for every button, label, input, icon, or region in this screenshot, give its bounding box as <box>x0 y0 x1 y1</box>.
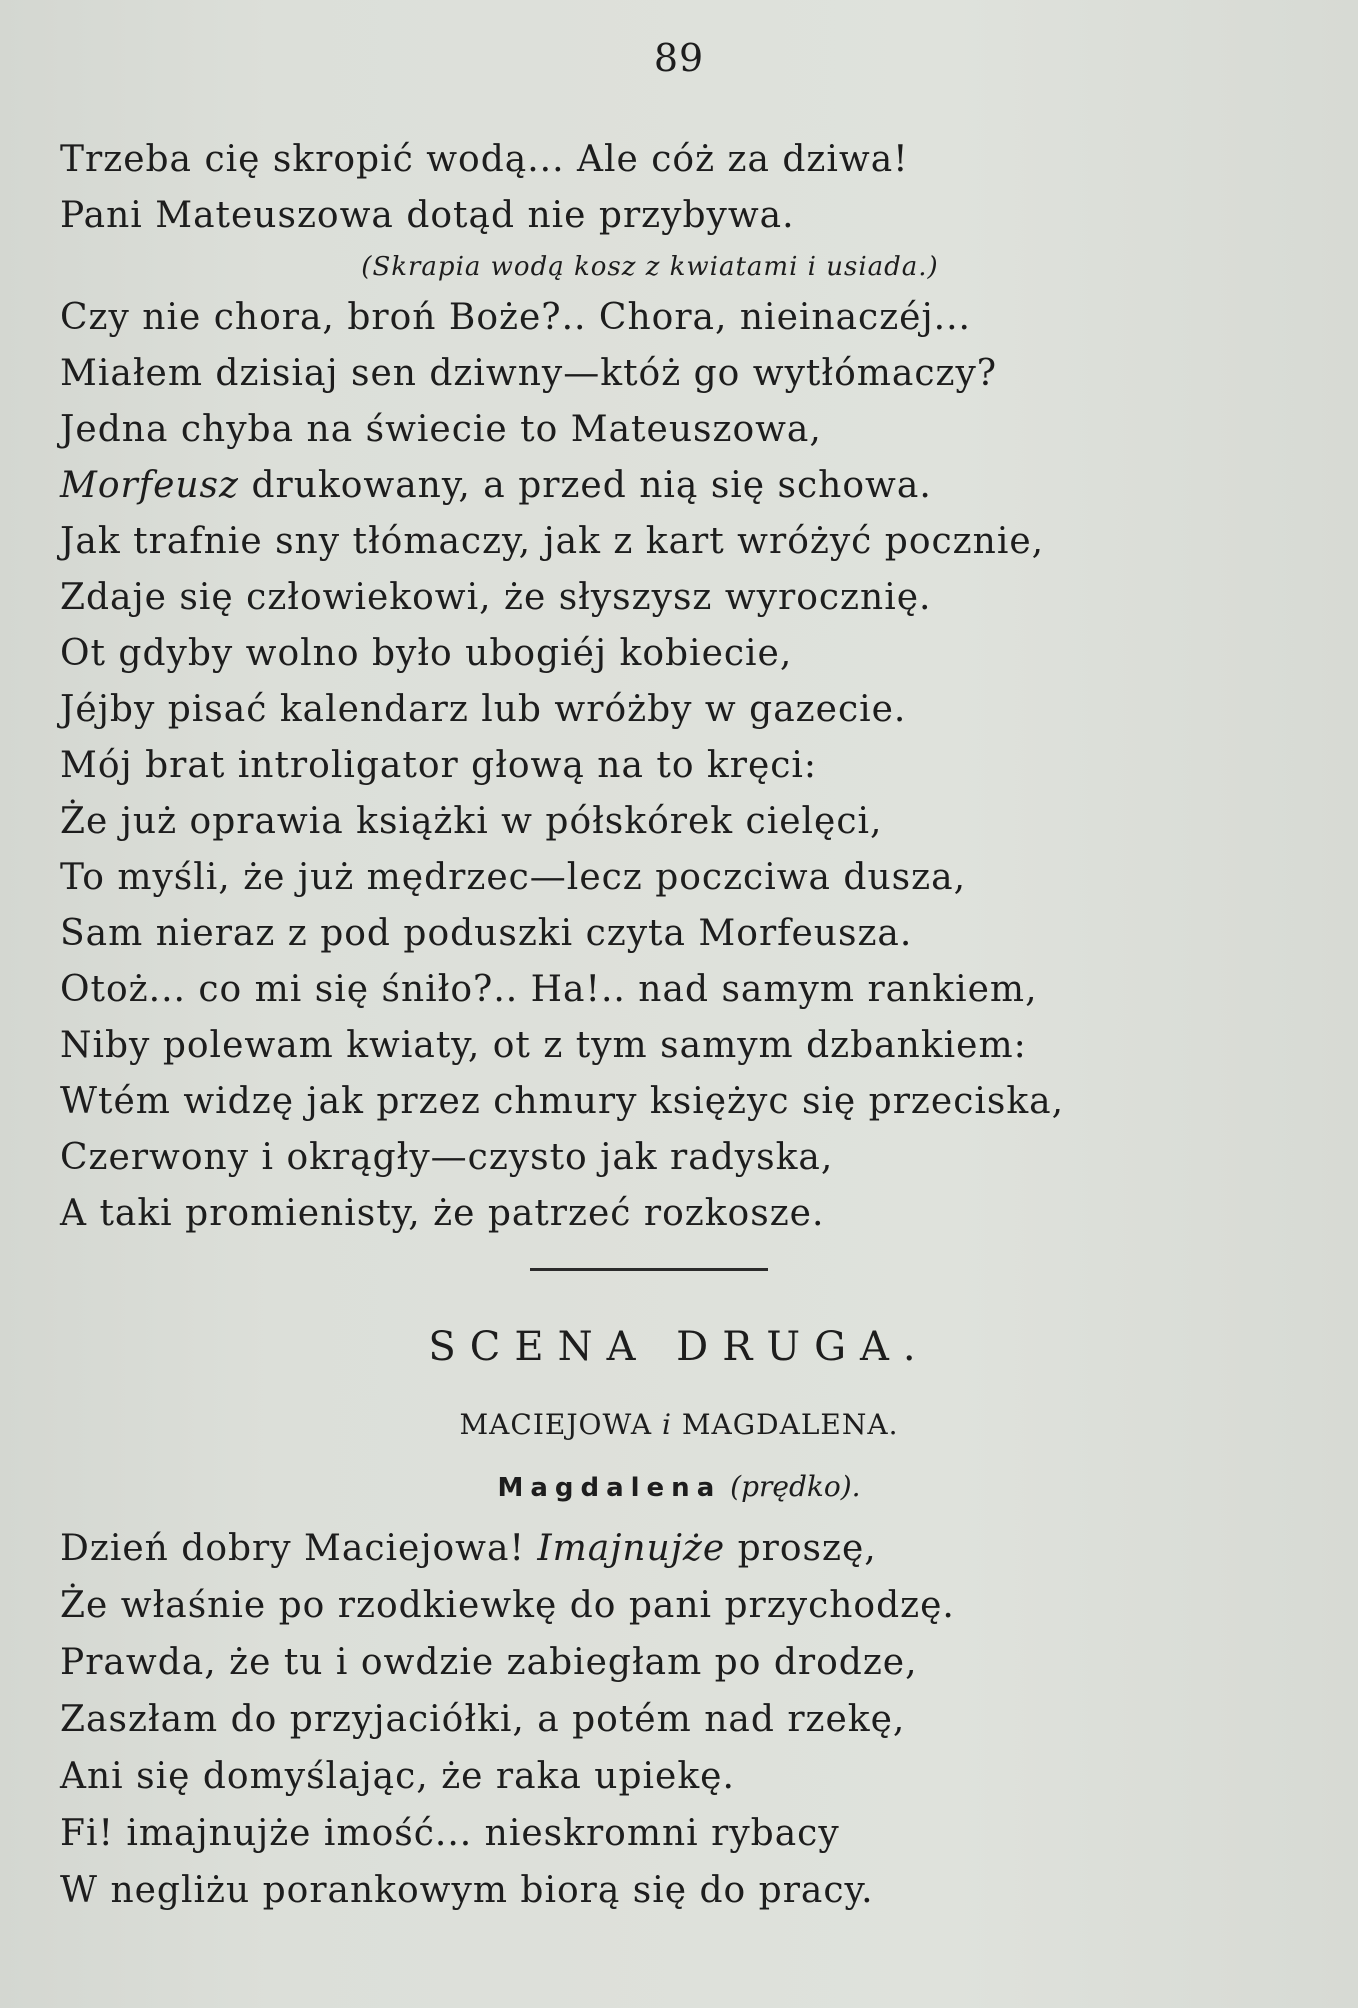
verse-line: Ot gdyby wolno było ubogiéj kobiecie, <box>60 633 793 674</box>
verse-line: Niby polewam kwiaty, ot z tym samym dzbankiem: <box>60 1025 1027 1066</box>
character-list <box>0 1408 1358 1441</box>
verse-line <box>60 458 1240 514</box>
verse-line: Że właśnie po rzodkiewkę do pani przychodzę. <box>60 1585 955 1626</box>
character-maciejowa: MACIEJOWA <box>459 1408 653 1441</box>
verse-line-start: Dzień dobry Maciejowa! <box>60 1528 525 1569</box>
verse-line: Jak trafnie sny tłómaczy, jak z kart wróżyć pocznie, <box>60 521 1045 562</box>
verse-emphasis: Imajnujże <box>537 1528 726 1569</box>
verse-line: Zaszłam do przyjaciółki, a potém nad rzekę, <box>60 1699 906 1740</box>
verse-line: Ani się domyślając, że raka upiekę. <box>60 1756 735 1797</box>
verse-line: Jéjby pisać kalendarz lub wróżby w gazecie. <box>60 689 907 730</box>
verse-block-1 <box>60 132 1240 1242</box>
verse-line: A taki promienisty, że patrzeć rozkosze. <box>60 1193 825 1234</box>
verse-line: Czerwony i okrągły—czysto jak radyska, <box>60 1137 834 1178</box>
verse-line: W negliżu porankowym biorą się do pracy. <box>60 1870 874 1911</box>
verse-line: Prawda, że tu i owdzie zabiegłam po drodze, <box>60 1642 918 1683</box>
verse-line: Sam nieraz z pod poduszki czyta Morfeusza. <box>60 913 913 954</box>
verse-line: Zdaje się człowiekowi, że słyszysz wyrocznię. <box>60 577 932 618</box>
speaker-direction: (prędko). <box>730 1470 861 1503</box>
verse-line: Otoż... co mi się śniło?.. Ha!.. nad samym rankiem, <box>60 969 1038 1010</box>
verse-line: Że już oprawia książki w półskórek cielęci, <box>60 801 883 842</box>
verse-line: Wtém widzę jak przez chmury księżyc się przeciska, <box>60 1081 1065 1122</box>
verse-line: Miałem dzisiaj sen dziwny—któż go wytłómaczy? <box>60 353 998 394</box>
verse-line: Fi! imajnujże imość... nieskromni rybacy <box>60 1813 840 1854</box>
verse-line: To myśli, że już mędrzec—lecz poczciwa dusza, <box>60 857 967 898</box>
verse-line: Pani Mateuszowa dotąd nie przybywa. <box>60 195 795 236</box>
verse-line-end: proszę, <box>737 1528 877 1569</box>
title-morfeusz: Morfeusz <box>60 465 239 506</box>
verse-line-rest: drukowany, a przed nią się schowa. <box>251 465 932 506</box>
character-conjunction: i <box>662 1408 672 1441</box>
speaker-heading <box>0 1470 1358 1503</box>
verse-line: Czy nie chora, broń Boże?.. Chora, nieinaczéj... <box>60 297 971 338</box>
verse-block-2 <box>60 1520 955 1919</box>
verse-line <box>60 1520 955 1577</box>
section-divider <box>530 1268 768 1271</box>
stage-direction: (Skrapia wodą kosz z kwiatami i usiada.) <box>361 252 939 282</box>
page-number: 89 <box>653 36 705 80</box>
verse-line: Mój brat introligator głową na to kręci: <box>60 745 818 786</box>
speaker-name: Magdalena <box>497 1473 722 1503</box>
character-magdalena: MAGDALENA. <box>681 1408 899 1441</box>
scene-title: SCENA DRUGA. <box>428 1324 930 1370</box>
verse-line: Trzeba cię skropić wodą... Ale cóż za dziwa! <box>60 139 909 180</box>
verse-line: Jedna chyba na świecie to Mateuszowa, <box>60 409 822 450</box>
